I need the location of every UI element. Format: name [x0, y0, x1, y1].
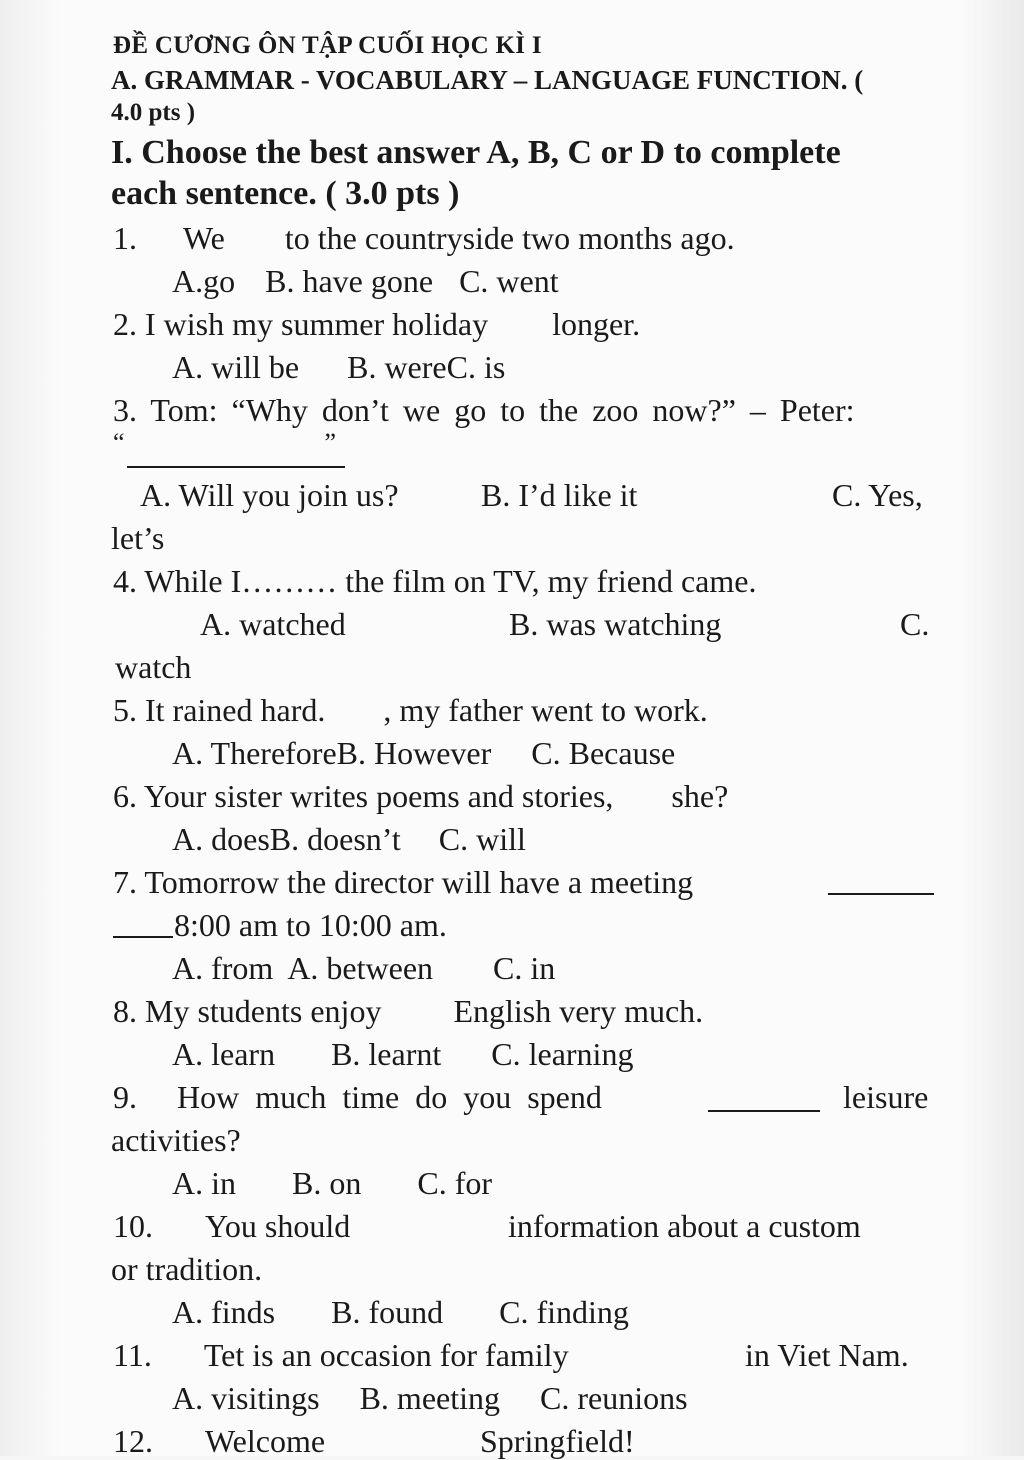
answer-option: C. is [446, 349, 506, 385]
answer-options-9 [172, 1165, 492, 1202]
question-number: 10. [113, 1208, 153, 1244]
question-text: Welcome [205, 1423, 326, 1459]
question-number: 6. [113, 778, 137, 814]
answer-option: A. watched [200, 606, 346, 642]
answer-option: A. in [172, 1165, 236, 1201]
question-number: 3. [113, 392, 137, 428]
section-heading-line1: A. GRAMMAR - VOCABULARY – LANGUAGE FUNCTION. ( [111, 65, 864, 95]
question-number: 4. [113, 563, 137, 599]
question-4 [113, 563, 756, 600]
question-number: 7. [113, 864, 137, 900]
answer-option: A. does [172, 821, 270, 857]
answer-option: B. found [331, 1294, 444, 1330]
question-text: longer. [552, 306, 641, 342]
answer-options-3 [140, 477, 399, 514]
question-text: Tom: “Why don’t we go to the zoo now?” – Peter: [150, 392, 855, 428]
answer-option: B. on [292, 1165, 362, 1201]
answer-option: B. doesn’t [269, 821, 401, 857]
answer-option: C. Because [531, 735, 676, 771]
question-text: to the countryside two months ago. [284, 220, 735, 256]
answer-option: C. in [493, 950, 556, 986]
answer-option: A. finds [172, 1294, 276, 1330]
answer-option: A. from [172, 950, 274, 986]
question-text: My students enjoy [145, 993, 382, 1029]
question-11 [113, 1337, 569, 1374]
question-7 [113, 864, 693, 901]
question-text: information about a custom [508, 1208, 861, 1244]
answer-option: C. went [459, 263, 559, 299]
question-6 [113, 778, 728, 815]
document-title: ĐỀ CƯƠNG ÔN TẬP CUỐI HỌC KÌ I [113, 32, 542, 59]
question-text: 8:00 am to 10:00 am. [174, 907, 447, 943]
answer-blank-line [708, 1110, 820, 1112]
answer-options-10 [172, 1294, 629, 1331]
answer-option: B. learnt [331, 1036, 442, 1072]
answer-option: A. learn [172, 1036, 276, 1072]
question-number: 8. [113, 993, 137, 1029]
answer-blank-line [127, 466, 345, 468]
answer-option-wrap: let’s [111, 520, 165, 556]
question-text: How much time do you spend [177, 1079, 602, 1115]
question-text: she? [671, 778, 729, 814]
answer-option: A. will be [172, 349, 300, 385]
task-instruction-line2: each sentence. ( 3.0 pts ) [111, 175, 460, 212]
question-text: Springfield! [480, 1423, 635, 1459]
question-12 [113, 1423, 325, 1460]
answer-options-6 [172, 821, 526, 858]
answer-option: C. reunions [540, 1380, 688, 1416]
question-number: 11. [113, 1337, 152, 1373]
open-quote: “ [113, 428, 125, 457]
question-2 [113, 306, 640, 343]
question-10 [113, 1208, 350, 1245]
question-text: We [183, 220, 225, 256]
answer-option: A. between [287, 950, 434, 986]
question-number: 2. [113, 306, 137, 342]
question-8 [113, 993, 703, 1030]
answer-blank-line [828, 893, 934, 895]
answer-option: C. learning [491, 1036, 634, 1072]
question-text: or tradition. [111, 1251, 263, 1287]
answer-option: A. visitings [172, 1380, 320, 1416]
answer-option: B. were [347, 349, 447, 385]
answer-option: A. Therefore [172, 735, 337, 771]
answer-option: A. Will you join us? [140, 477, 399, 513]
section-heading-line2: 4.0 pts ) [111, 99, 196, 126]
question-text: activities? [111, 1122, 241, 1158]
question-text: Tomorrow the director will have a meeting [144, 864, 694, 900]
question-number: 5. [113, 692, 137, 728]
question-number: 9. [113, 1079, 137, 1115]
answer-blank-quote [113, 428, 336, 458]
question-text: While I……… the film on TV, my friend came. [144, 563, 757, 599]
question-text: leisure [843, 1079, 929, 1115]
answer-option: C. for [417, 1165, 492, 1201]
answer-option: B. I’d like it [481, 477, 638, 513]
answer-option-wrap: watch [115, 649, 192, 685]
question-5 [113, 692, 708, 729]
question-text: Your sister writes poems and stories, [143, 778, 614, 814]
question-text: in Viet Nam. [745, 1337, 909, 1373]
answer-options-11 [172, 1380, 688, 1417]
question-number: 12. [113, 1423, 153, 1459]
close-quote: ” [324, 428, 337, 457]
question-text: I wish my summer holiday [145, 306, 489, 342]
answer-options-7 [172, 950, 555, 987]
question-3 [113, 392, 855, 429]
answer-option: B. was watching [509, 606, 722, 642]
task-instruction-line1: I. Choose the best answer A, B, C or D to complete [111, 134, 841, 171]
answer-options-2 [172, 349, 505, 386]
question-text: , my father went to work. [383, 692, 708, 728]
question-9 [113, 1079, 602, 1116]
answer-option: C. [900, 606, 930, 642]
answer-option: A.go [172, 263, 236, 299]
question-text: It rained hard. [145, 692, 326, 728]
answer-blank-line [113, 936, 173, 938]
question-text: English very much. [453, 993, 704, 1029]
answer-option: B. have gone [265, 263, 434, 299]
answer-options-1 [172, 263, 559, 300]
answer-option: B. However [336, 735, 492, 771]
question-text: You should [205, 1208, 351, 1244]
question-1 [113, 220, 735, 257]
answer-option: B. meeting [359, 1380, 500, 1416]
answer-options-8 [172, 1036, 633, 1073]
answer-option: C. Yes, [832, 477, 923, 513]
answer-options-5 [172, 735, 675, 772]
answer-option: C. will [438, 821, 526, 857]
question-text: Tet is an occasion for family [203, 1337, 569, 1373]
answer-option: C. finding [499, 1294, 629, 1330]
question-number: 1. [113, 220, 137, 256]
